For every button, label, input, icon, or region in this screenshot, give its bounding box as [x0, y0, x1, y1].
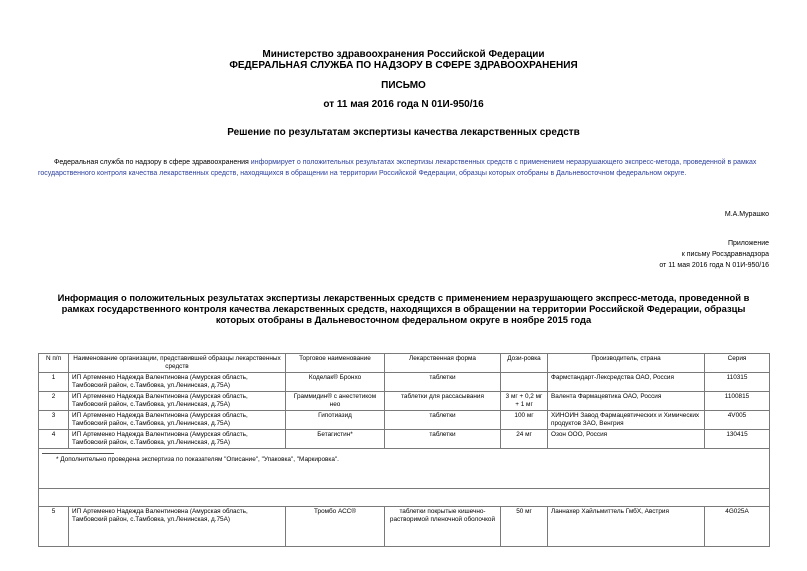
- service-name: ФЕДЕРАЛЬНАЯ СЛУЖБА ПО НАДЗОРУ В СФЕРЕ ЗДРАВООХРАНЕНИЯ: [229, 60, 578, 71]
- footnote-text: * Дополнительно проведена экспертиза по показателям "Описание", "Упаковка", "Маркировка".: [56, 456, 339, 463]
- table-row: [39, 411, 770, 430]
- cell-dose: [501, 373, 548, 392]
- signature: М.А.Мурашко: [724, 211, 769, 218]
- header-trade: Торговое наименование: [286, 354, 385, 373]
- cell-dose: 50 мг: [501, 507, 548, 547]
- footnote-divider: [42, 453, 114, 454]
- footnote-cell: [39, 449, 770, 489]
- cell-org: ИП Артеменко Надежда Валентиновна (Амурская область, Тамбовский район, с.Тамбовка, ул.Ленинская, д.75А): [69, 507, 286, 547]
- cell-maker: Фармстандарт-Лексредства ОАО, Россия: [548, 373, 705, 392]
- cell-trade: Гипотиазид: [286, 411, 385, 430]
- cell-form: таблетки покрытые кишечно-растворимой пленочной оболочкой: [385, 507, 501, 547]
- table-row: [39, 430, 770, 449]
- ministry-name: Министерство здравоохранения Российской Федерации: [262, 49, 545, 60]
- cell-series: 110315: [705, 373, 770, 392]
- table-row: [39, 373, 770, 392]
- cell-num: 1: [39, 373, 69, 392]
- cell-org: ИП Артеменко Надежда Валентиновна (Амурская область, Тамбовский район, с.Тамбовка, ул.Ленинская, д.75А): [69, 373, 286, 392]
- cell-maker: Озон ООО, Россия: [548, 430, 705, 449]
- table-row: [39, 507, 770, 547]
- results-table: [38, 353, 770, 547]
- header-form: Лекарственная форма: [385, 354, 501, 373]
- cell-maker: Ланнахер Хайльмиттель ГмбХ, Австрия: [548, 507, 705, 547]
- header-dose: Дози-ровка: [501, 354, 548, 373]
- cell-dose: 3 мг + 0,2 мг + 1 мг: [501, 392, 548, 411]
- cell-form: таблетки: [385, 430, 501, 449]
- header-num: N п/п: [39, 354, 69, 373]
- appendix-label: Приложение: [727, 240, 769, 247]
- cell-trade: Бетагистин*: [286, 430, 385, 449]
- letter-date: от 11 мая 2016 года N 01И-950/16: [323, 99, 484, 110]
- cell-num: 2: [39, 392, 69, 411]
- cell-form: таблетки для рассасывания: [385, 392, 501, 411]
- appendix-date: от 11 мая 2016 года N 01И-950/16: [659, 262, 769, 269]
- appendix-reference: к письму Росздравнадзора: [681, 251, 769, 258]
- cell-num: 4: [39, 430, 69, 449]
- table-footnote-row: [39, 449, 770, 489]
- cell-series: 4G025A: [705, 507, 770, 547]
- intro-link[interactable]: информирует о положительных результатах экспертизы лекарственных средств с применением неразрушающего экспресс-метода, проведенной в рамках государственного контроля качества лекарственных средств, находящихся в обращении на территории Российской Федерации, образцы которых отобраны в Дальневосточном федеральном округе.: [38, 159, 757, 177]
- header-org: Наименование организации, представившей образцы лекарственных средств: [69, 354, 286, 373]
- intro-prefix: Федеральная служба по надзору в сфере здравоохранения: [54, 159, 251, 166]
- cell-dose: 24 мг: [501, 430, 548, 449]
- cell-org: ИП Артеменко Надежда Валентиновна (Амурская область, Тамбовский район, с.Тамбовка, ул.Ленинская, д.75А): [69, 411, 286, 430]
- cell-trade: Коделак® Бронхо: [286, 373, 385, 392]
- cell-trade: Граммидин® с анестетиком нео: [286, 392, 385, 411]
- letter-title: ПИСЬМО: [381, 80, 426, 91]
- spacer-cell: [39, 489, 770, 507]
- cell-series: 4V005: [705, 411, 770, 430]
- cell-trade: Тромбо АСС®: [286, 507, 385, 547]
- info-title: Информация о положительных результатах экспертизы лекарственных средств с применением неразрушающего экспресс-метода, проведенной в рамках государственного контроля качества лекарственных средств, находящихся в обращении на территории Российской Федерации, образцы которых отобраны в Дальневосточном федеральном округе в ноябре 2015 года: [57, 292, 750, 325]
- cell-dose: 100 мг: [501, 411, 548, 430]
- cell-org: ИП Артеменко Надежда Валентиновна (Амурская область, Тамбовский район, с.Тамбовка, ул.Ленинская, д.75А): [69, 392, 286, 411]
- cell-num: 5: [39, 507, 69, 547]
- cell-series: 1100815: [705, 392, 770, 411]
- cell-org: ИП Артеменко Надежда Валентиновна (Амурская область, Тамбовский район, с.Тамбовка, ул.Ленинская, д.75А): [69, 430, 286, 449]
- cell-form: таблетки: [385, 411, 501, 430]
- cell-num: 3: [39, 411, 69, 430]
- decision-title: Решение по результатам экспертизы качества лекарственных средств: [227, 127, 580, 138]
- table-spacer-row: [39, 489, 770, 507]
- cell-series: 130415: [705, 430, 770, 449]
- cell-form: таблетки: [385, 373, 501, 392]
- header-maker: Производитель, страна: [548, 354, 705, 373]
- table-row: [39, 392, 770, 411]
- intro-paragraph: [38, 157, 768, 179]
- cell-maker: Валента Фармацевтика ОАО, Россия: [548, 392, 705, 411]
- table-header-row: [39, 354, 770, 373]
- cell-maker: ХИНОИН Завод Фармацевтических и Химических продуктов ЗАО, Венгрия: [548, 411, 705, 430]
- header-series: Серия: [705, 354, 770, 373]
